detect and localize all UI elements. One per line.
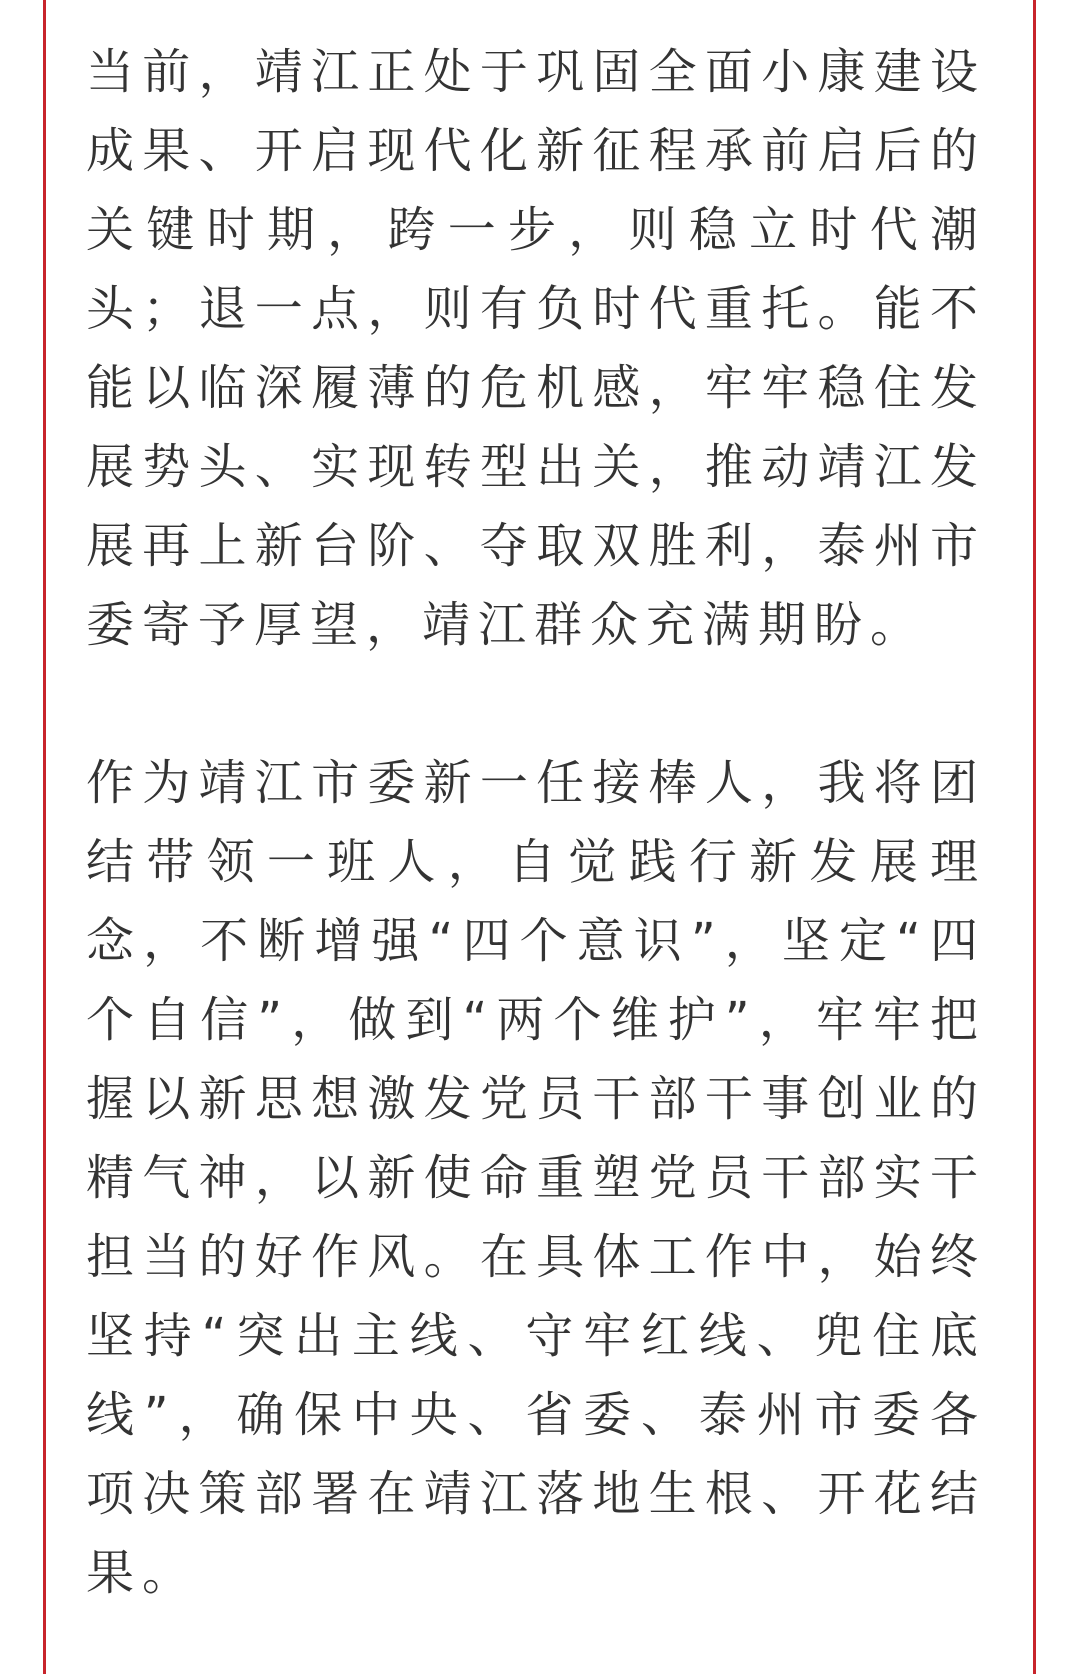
paragraph-current-situation: 当前，靖江正处于巩固全面小康建设成果、开启现代化新征程承前启后的关键时期，跨一步，则稳立时代潮头；退一点，则有负时代重托。能不能以临深履薄的危机感，牢牢稳住发展势头、实现转型出关，推动靖江发展再上新台阶、夺取双胜利，泰州市委寄予厚望，靖江群众充满期盼。: [86, 44, 986, 653]
left-red-border: [43, 0, 46, 1674]
paragraph-commitment: 作为靖江市委新一任接棒人，我将团结带领一班人，自觉践行新发展理念，不断增强“四个意识”，坚定“四个自信”，做到“两个维护”，牢牢把握以新思想激发党员干部干事创业的精气神，以新使命重塑党员干部实干担当的好作风。在具体工作中，始终坚持“突出主线、守牢红线、兜住底线”，确保中央、省委、泰州市委各项决策部署在靖江落地生根、开花结果。: [86, 755, 986, 1601]
right-red-border: [1033, 0, 1036, 1674]
article-body: [86, 33, 986, 1613]
